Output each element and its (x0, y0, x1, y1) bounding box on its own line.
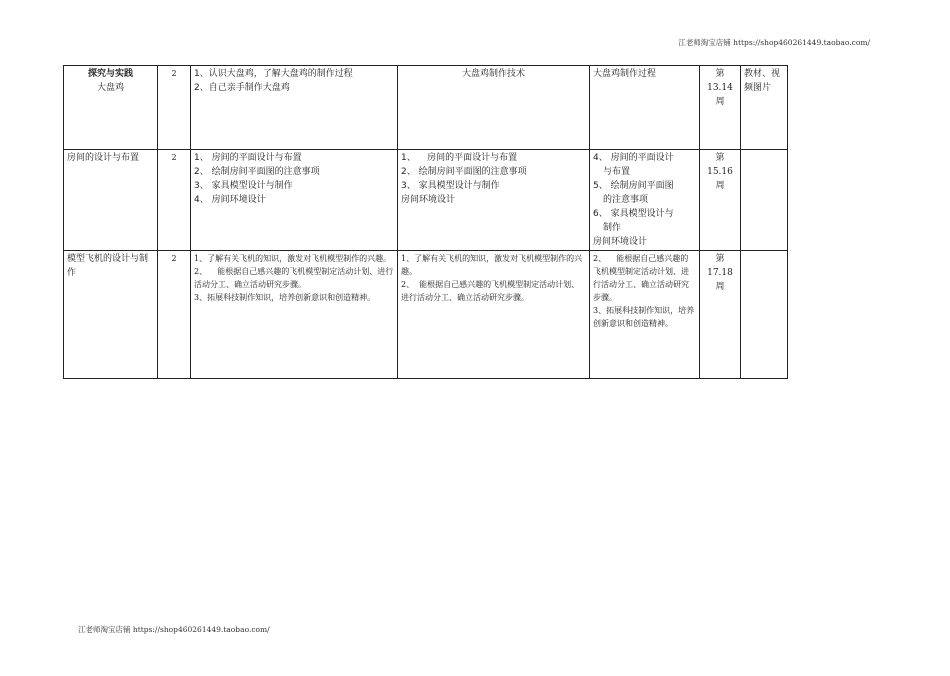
goals-cell (191, 251, 398, 379)
week-unit: 周 (715, 97, 725, 107)
teaching-plan-table (63, 65, 788, 379)
goal-item: 3、拓展科技制作知识，培养创新意识和创造精神。 (194, 293, 376, 302)
resources-cell (741, 150, 788, 251)
goals-cell (191, 150, 398, 251)
goal-item: 1、 房间的平面设计与布置 (194, 153, 302, 163)
goal-item: 4、 房间环境设计 (194, 195, 266, 205)
week-number: 13.14 (707, 83, 733, 93)
key-point-cell (398, 251, 590, 379)
difficulty-item: 房间环境设计 (593, 237, 648, 247)
key-point-item: 3、 家具模型设计与制作 (401, 181, 500, 191)
difficulty-cell (590, 150, 700, 251)
key-point-item: 1、 房间的平面设计与布置 (401, 153, 518, 163)
difficulty-item: 4、 房间的平面设计 (593, 153, 674, 163)
header-watermark: 江老师淘宝店铺 https://shop460261449.taobao.com/ (678, 38, 870, 47)
hours-cell: 2 (158, 251, 191, 379)
topic-cell (64, 251, 158, 379)
week-unit: 周 (715, 181, 725, 191)
key-point-item: 1、了解有关飞机的知识，激发对飞机模型制作的兴趣。 (401, 254, 583, 276)
key-point-cell (398, 150, 590, 251)
week-number: 17.18 (707, 268, 733, 278)
week-cell (700, 251, 741, 379)
topic-title: 模型飞机的设计与制作 (67, 254, 149, 278)
hours-cell: 2 (158, 150, 191, 251)
difficulty-cell: 大盘鸡制作过程 (590, 66, 700, 150)
table-row (64, 251, 788, 379)
topic-cell (64, 66, 158, 150)
difficulty-item: 6、 家具模型设计与 (593, 209, 674, 219)
goal-item: 2、自己亲手制作大盘鸡 (194, 83, 290, 93)
difficulty-item: 的注意事项 (603, 195, 649, 205)
difficulty-item: 2、 能根据自己感兴趣的飞机模型制定活动计划、进行活动分工、确立活动研究步骤。 (593, 254, 689, 302)
goal-item: 1、认识大盘鸡，了解大盘鸡的制作过程 (194, 69, 353, 79)
hours-cell: 2 (158, 66, 191, 150)
goals-cell (191, 66, 398, 150)
week-cell (700, 66, 741, 150)
table-row (64, 150, 788, 251)
goal-item: 3、 家具模型设计与制作 (194, 181, 293, 191)
week-cell (700, 150, 741, 251)
difficulty-item: 制作 (603, 223, 622, 233)
week-label: 第 (715, 69, 725, 79)
key-point-item: 2、 绘制房间平面图的注意事项 (401, 167, 527, 177)
week-label: 第 (715, 153, 725, 163)
difficulty-cell (590, 251, 700, 379)
week-label: 第 (715, 254, 725, 264)
week-unit: 周 (715, 282, 725, 292)
topic-title: 探究与实践 (87, 69, 133, 79)
footer-watermark: 江老师淘宝店铺 https://shop460261449.taobao.com/ (78, 625, 270, 634)
goal-item: 2、 绘制房间平面图的注意事项 (194, 167, 320, 177)
key-point-cell: 大盘鸡制作技术 (398, 66, 590, 150)
week-number: 15.16 (707, 167, 733, 177)
key-point-item: 2、 能根据自己感兴趣的飞机模型制定活动计划、进行活动分工、确立活动研究步骤。 (401, 280, 580, 302)
topic-cell (64, 150, 158, 251)
resources-cell (741, 251, 788, 379)
difficulty-item: 5、 绘制房间平面图 (593, 181, 674, 191)
difficulty-item: 3、拓展科技制作知识，培养创新意识和创造精神。 (593, 306, 695, 328)
table-row (64, 66, 788, 150)
topic-subtitle: 大盘鸡 (96, 83, 124, 93)
goal-item: 1、了解有关飞机的知识，激发对飞机模型制作的兴趣。 (194, 254, 392, 263)
topic-title: 房间的设计与布置 (67, 153, 140, 163)
resources-cell: 教材、视频图片 (741, 66, 788, 150)
difficulty-item: 与布置 (603, 167, 631, 177)
goal-item: 2、 能根据自己感兴趣的飞机模型制定活动计划、进行活动分工、确立活动研究步骤。 (194, 267, 394, 289)
key-point-item: 房间环境设计 (401, 195, 456, 205)
